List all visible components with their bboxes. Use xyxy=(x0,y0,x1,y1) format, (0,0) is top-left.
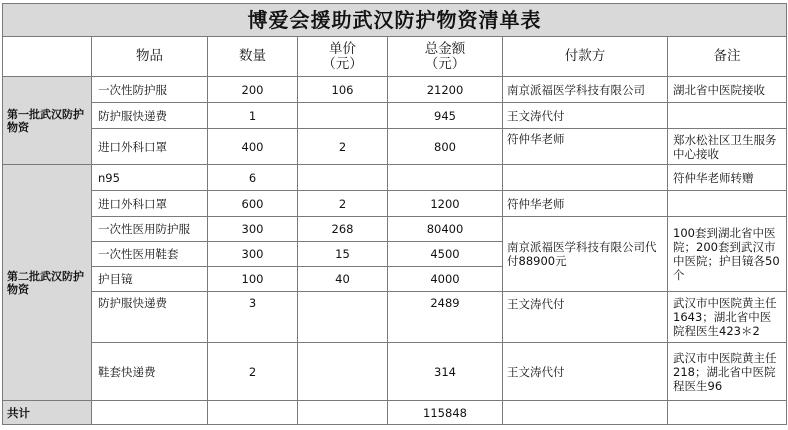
cell-item: 一次性医用防护服 xyxy=(92,217,208,242)
cell-payer: 符仲华老师 xyxy=(503,191,668,217)
cell-unit-price: 2 xyxy=(298,129,388,165)
cell-payer-merged: 南京派福医学科技有限公司代付88900元 xyxy=(503,217,668,292)
table-row xyxy=(3,217,787,242)
cell-empty xyxy=(208,401,298,425)
header-item: 物品 xyxy=(92,37,208,77)
cell-payer xyxy=(503,165,668,191)
cell-total: 21200 xyxy=(388,77,503,103)
batch2-label: 第二批武汉防护物资 xyxy=(3,165,92,401)
cell-unit-price xyxy=(298,343,388,401)
header-remark: 备注 xyxy=(668,37,787,77)
cell-item: n95 xyxy=(92,165,208,191)
cell-empty xyxy=(668,401,787,425)
cell-quantity: 300 xyxy=(208,242,298,267)
header-blank xyxy=(3,37,92,77)
cell-unit-price: 15 xyxy=(298,242,388,267)
batch1-label: 第一批武汉防护物资 xyxy=(3,77,92,165)
cell-quantity: 2 xyxy=(208,343,298,401)
cell-total: 945 xyxy=(388,103,503,129)
cell-total: 80400 xyxy=(388,217,503,242)
cell-quantity: 200 xyxy=(208,77,298,103)
cell-item: 一次性医用鞋套 xyxy=(92,242,208,267)
table-row xyxy=(3,191,787,217)
cell-quantity: 400 xyxy=(208,129,298,165)
cell-unit-price: 40 xyxy=(298,267,388,292)
cell-item: 防护服快递费 xyxy=(92,292,208,343)
cell-remark: 郑水松社区卫生服务中心接收 xyxy=(668,129,787,165)
grand-total: 115848 xyxy=(388,401,503,425)
header-unit-price: 单价 （元） xyxy=(298,37,388,77)
cell-quantity: 6 xyxy=(208,165,298,191)
cell-remark-merged: 100套到湖北省中医院；200套到武汉市中医院；护目镜各50个 xyxy=(668,217,787,292)
header-payer: 付款方 xyxy=(503,37,668,77)
cell-unit-price xyxy=(298,292,388,343)
table-row xyxy=(3,343,787,401)
cell-item: 防护服快递费 xyxy=(92,103,208,129)
cell-quantity: 3 xyxy=(208,292,298,343)
cell-payer: 王文涛代付 xyxy=(503,343,668,401)
cell-item: 进口外科口罩 xyxy=(92,129,208,165)
table-row xyxy=(3,77,787,103)
cell-payer: 符仲华老师 xyxy=(503,129,668,165)
cell-unit-price xyxy=(298,103,388,129)
cell-quantity: 100 xyxy=(208,267,298,292)
cell-item: 护目镜 xyxy=(92,267,208,292)
cell-total: 314 xyxy=(388,343,503,401)
total-label: 共计 xyxy=(3,401,92,425)
cell-total: 800 xyxy=(388,129,503,165)
header-quantity: 数量 xyxy=(208,37,298,77)
cell-payer: 王文涛代付 xyxy=(503,103,668,129)
cell-payer: 南京派福医学科技有限公司 xyxy=(503,77,668,103)
cell-empty xyxy=(298,401,388,425)
cell-remark: 武汉市中医院黄主任1643；湖北省中医院程医生423＊2 xyxy=(668,292,787,343)
cell-empty xyxy=(92,401,208,425)
header-total: 总金额 （元） xyxy=(388,37,503,77)
cell-quantity: 1 xyxy=(208,103,298,129)
table-row xyxy=(3,103,787,129)
cell-empty xyxy=(503,401,668,425)
cell-remark: 湖北省中医院接收 xyxy=(668,77,787,103)
cell-item: 一次性防护服 xyxy=(92,77,208,103)
cell-remark: 武汉市中医院黄主任218；湖北省中医院程医生96 xyxy=(668,343,787,401)
cell-remark: 符仲华老师转赠 xyxy=(668,165,787,191)
cell-unit-price: 268 xyxy=(298,217,388,242)
table-title: 博爱会援助武汉防护物资清单表 xyxy=(3,4,787,37)
cell-total: 4000 xyxy=(388,267,503,292)
cell-total xyxy=(388,165,503,191)
donation-table xyxy=(2,3,787,425)
cell-unit-price xyxy=(298,165,388,191)
cell-unit-price: 2 xyxy=(298,191,388,217)
table-row xyxy=(3,165,787,191)
cell-payer: 王文涛代付 xyxy=(503,292,668,343)
cell-unit-price: 106 xyxy=(298,77,388,103)
cell-quantity: 600 xyxy=(208,191,298,217)
cell-total: 1200 xyxy=(388,191,503,217)
cell-total: 4500 xyxy=(388,242,503,267)
cell-item: 鞋套快递费 xyxy=(92,343,208,401)
table-row xyxy=(3,292,787,343)
total-row xyxy=(3,401,787,425)
cell-remark xyxy=(668,191,787,217)
cell-remark xyxy=(668,103,787,129)
cell-item: 进口外科口罩 xyxy=(92,191,208,217)
cell-quantity: 300 xyxy=(208,217,298,242)
cell-total: 2489 xyxy=(388,292,503,343)
table-row xyxy=(3,129,787,165)
